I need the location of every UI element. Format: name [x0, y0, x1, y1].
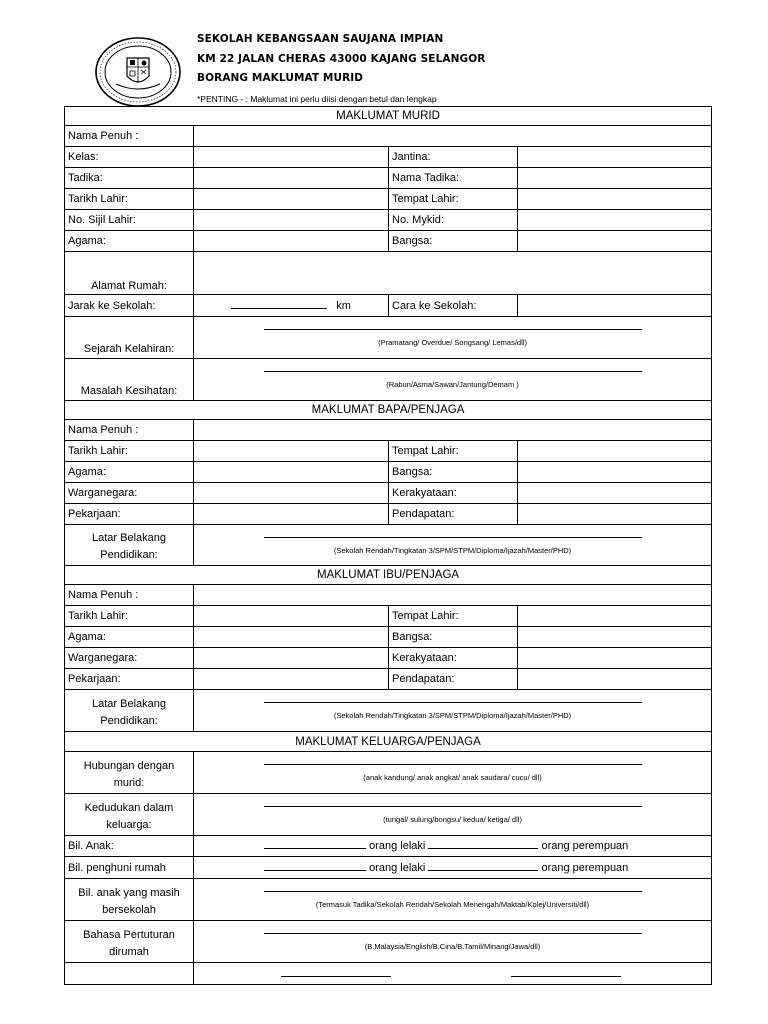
field-label: Tarikh Lahir: [65, 441, 194, 462]
label-line: keluarga: [106, 819, 152, 831]
form-row [65, 879, 712, 921]
transport-field[interactable] [518, 295, 712, 317]
field-hint: (Rabun/Asma/Sawan/Jantung/Demam ) [386, 380, 519, 389]
field-label [65, 525, 194, 566]
kindergarten-field[interactable] [194, 168, 389, 189]
field-label: Bangsa: [389, 462, 518, 483]
field-label: Pendapatan: [389, 504, 518, 525]
birth-cert-field[interactable] [194, 210, 389, 231]
birth-history-field[interactable] [194, 317, 712, 359]
mother-nationality-field[interactable] [518, 648, 712, 669]
form-header [0, 0, 768, 108]
form-row [65, 504, 712, 525]
form-row [65, 606, 712, 627]
field-label: No. Mykid: [389, 210, 518, 231]
mother-education-field[interactable] [194, 690, 712, 732]
form-row [65, 359, 712, 401]
field-hint: (Sekolah Rendah/Tingkatan 3/SPM/STPM/Diploma/Ijazah/Master/PHD) [333, 711, 572, 720]
field-label [65, 752, 194, 794]
form-row [65, 462, 712, 483]
label-line: Kedudukan dalam [84, 802, 174, 814]
field-hint: (B.Malaysia/English/B.Cina/B.Tamil/Minang/Jawa/dll) [364, 942, 541, 951]
label-line: dirumah [109, 946, 149, 958]
mother-citizenship-field[interactable] [194, 648, 389, 669]
section-family [65, 732, 712, 752]
mother-occupation-field[interactable] [194, 669, 389, 690]
field-label: Tempat Lahir: [389, 606, 518, 627]
form-row [65, 210, 712, 231]
field-label: Tempat Lahir: [389, 441, 518, 462]
form-row [65, 295, 712, 317]
label-line: Pendidikan: [100, 549, 158, 561]
form-row [65, 252, 712, 295]
female-label: orang perempuan [541, 840, 629, 852]
form-row [65, 147, 712, 168]
field-hint: (Pramatang/ Overdue/ Songsang/ Lemas/dll) [378, 338, 527, 347]
field-label: Bangsa: [389, 627, 518, 648]
field-hint: (Sekolah Rendah/Tingkatan 3/SPM/STPM/Diploma/Ijazah/Master/PHD) [333, 545, 572, 555]
form-row [65, 189, 712, 210]
field-label: Masalah Kesihatan: [65, 359, 194, 401]
form-row [65, 441, 712, 462]
form-row [65, 690, 712, 732]
father-religion-field[interactable] [194, 462, 389, 483]
form-row [65, 483, 712, 504]
section-father [65, 401, 712, 420]
field-label: Nama Penuh : [65, 126, 194, 147]
father-nationality-field[interactable] [518, 483, 712, 504]
religion-field[interactable] [194, 231, 389, 252]
father-name-field[interactable] [194, 420, 712, 441]
field-label: Warganegara: [65, 648, 194, 669]
mother-income-field[interactable] [518, 669, 712, 690]
mother-birth-place-field[interactable] [518, 606, 712, 627]
field-label: Jarak ke Sekolah: [65, 295, 194, 317]
distance-blank [231, 308, 327, 309]
field-label: Alamat Rumah: [65, 252, 194, 295]
student-name-field[interactable] [194, 126, 712, 147]
label-line: bersekolah [102, 904, 156, 916]
mother-birth-date-field[interactable] [194, 606, 389, 627]
section-title: MAKLUMAT BAPA/PENJAGA [65, 401, 712, 420]
field-label: Agama: [65, 462, 194, 483]
field-label [65, 921, 194, 963]
form-row [65, 921, 712, 963]
relationship-field[interactable] [194, 752, 712, 794]
section-title: MAKLUMAT KELUARGA/PENJAGA [65, 732, 712, 752]
field-label: Cara ke Sekolah: [389, 295, 518, 317]
kindergarten-name-field[interactable] [518, 168, 712, 189]
father-citizenship-field[interactable] [194, 483, 389, 504]
field-label: Pekarjaan: [65, 504, 194, 525]
field-label: Pekarjaan: [65, 669, 194, 690]
form-row [65, 627, 712, 648]
children-count-field[interactable] [194, 836, 712, 857]
field-hint: (Termasuk Tadika/Sekolah Rendah/Sekolah Menengah/Maktab/Kolej/Universiti/dll) [315, 900, 590, 909]
section-mother [65, 566, 712, 585]
male-label: orang lelaki [369, 861, 426, 874]
form-row [65, 648, 712, 669]
form-row [65, 231, 712, 252]
form-row [65, 585, 712, 606]
form-row [65, 857, 712, 879]
field-label: Agama: [65, 627, 194, 648]
family-position-field[interactable] [194, 794, 712, 836]
form-row [65, 963, 712, 985]
field-hint: (tungal/ sulung/bongsu/ kedua/ ketiga/ dll) [383, 815, 522, 824]
form-row [65, 752, 712, 794]
father-occupation-field[interactable] [194, 504, 389, 525]
label-line: Bil. anak yang masih [78, 887, 180, 899]
field-label [65, 879, 194, 921]
label-line: Latar Belakang [92, 532, 166, 544]
school-address: KM 22 JALAN CHERAS 43000 KAJANG SELANGOR [197, 53, 486, 65]
mother-name-field[interactable] [194, 585, 712, 606]
birth-place-field[interactable] [518, 189, 712, 210]
male-label: orang lelaki [369, 840, 426, 852]
schooling-children-field[interactable] [194, 879, 712, 921]
mykid-field[interactable] [518, 210, 712, 231]
form-row [65, 168, 712, 189]
field-label: Warganegara: [65, 483, 194, 504]
mother-religion-field[interactable] [194, 627, 389, 648]
field-label [65, 690, 194, 732]
field-label: Nama Penuh : [65, 585, 194, 606]
household-count-field[interactable] [194, 857, 712, 879]
birth-date-field[interactable] [194, 189, 389, 210]
label-line: Bahasa Pertuturan [83, 929, 175, 941]
female-label: orang perempuan [541, 861, 629, 874]
school-crest-icon [94, 36, 182, 108]
field-label: Tarikh Lahir: [65, 189, 194, 210]
section-student [65, 107, 712, 126]
section-title: MAKLUMAT IBU/PENJAGA [65, 566, 712, 585]
field-label: Jantina: [389, 147, 518, 168]
form-row [65, 126, 712, 147]
class-field[interactable] [194, 147, 389, 168]
father-birth-place-field[interactable] [518, 441, 712, 462]
form-row [65, 794, 712, 836]
label-line: Pendidikan: [100, 715, 158, 727]
gender-field[interactable] [518, 147, 712, 168]
field-label: Agama: [65, 231, 194, 252]
important-note: *PENTING - : Maklumat ini perlu diisi dengan betul dan lengkap [197, 94, 437, 104]
field-label: Tadika: [65, 168, 194, 189]
field-label [65, 794, 194, 836]
field-hint: (anak kandung/ anak angkat/ anak saudara/ cucu/ dll) [363, 773, 542, 782]
unit-label: km [336, 299, 351, 312]
signature-blank [511, 976, 621, 977]
distance-field[interactable] [194, 295, 389, 317]
field-label: Tempat Lahir: [389, 189, 518, 210]
label-line: murid: [113, 777, 145, 789]
signature-blank [281, 976, 391, 977]
father-birth-date-field[interactable] [194, 441, 389, 462]
father-education-field[interactable] [194, 525, 712, 566]
field-label: Bil. penghuni rumah [65, 857, 194, 879]
form-row [65, 836, 712, 857]
field-label: Nama Penuh : [65, 420, 194, 441]
field-label: Kelas: [65, 147, 194, 168]
form-row [65, 525, 712, 566]
field-label: Bil. Anak: [65, 836, 194, 857]
address-field[interactable] [194, 252, 712, 295]
label-line: Latar Belakang [92, 698, 166, 710]
form-title: BORANG MAKLUMAT MURID [197, 72, 364, 84]
field-label: Kerakyataan: [389, 648, 518, 669]
empty-cell [65, 963, 194, 985]
field-label: Bangsa: [389, 231, 518, 252]
student-info-form [64, 106, 712, 985]
section-title: MAKLUMAT MURID [65, 107, 712, 126]
field-label: Tarikh Lahir: [65, 606, 194, 627]
father-race-field[interactable] [518, 462, 712, 483]
mother-race-field[interactable] [518, 627, 712, 648]
form-row [65, 669, 712, 690]
form-row [65, 420, 712, 441]
field-label: Nama Tadika: [389, 168, 518, 189]
label-line: Hubungan dengan [83, 760, 175, 772]
field-label: Sejarah Kelahiran: [65, 317, 194, 359]
home-language-field[interactable] [194, 921, 712, 963]
signature-lines[interactable] [194, 963, 712, 985]
form-row [65, 317, 712, 359]
school-name: SEKOLAH KEBANGSAAN SAUJANA IMPIAN [197, 33, 444, 45]
father-income-field[interactable] [518, 504, 712, 525]
field-label: No. Sijil Lahir: [65, 210, 194, 231]
field-label: Pendapatan: [389, 669, 518, 690]
field-label: Kerakyataan: [389, 483, 518, 504]
health-issue-field[interactable] [194, 359, 712, 401]
race-field[interactable] [518, 231, 712, 252]
